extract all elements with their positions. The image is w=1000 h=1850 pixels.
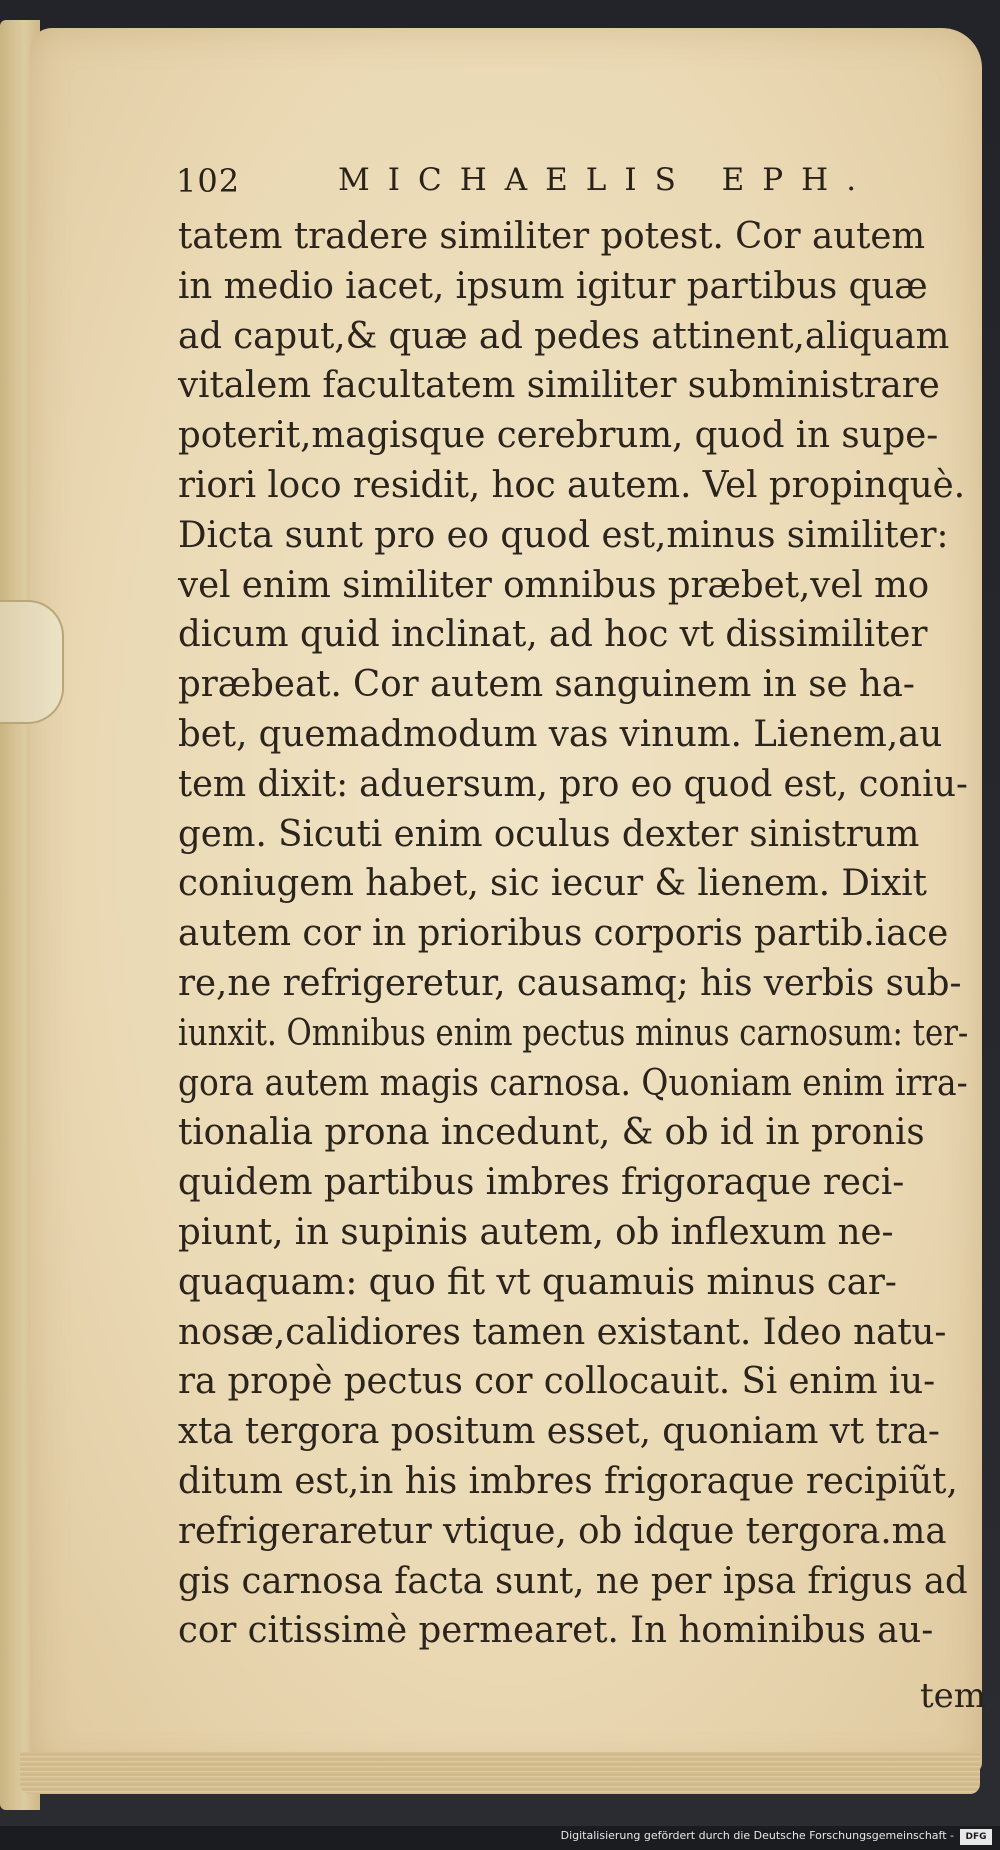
- text-line: tem dixit: aduersum, pro eo quod est, coniu-: [178, 763, 968, 805]
- catchword: tem: [920, 1676, 987, 1716]
- text-line: tionalia prona incedunt, & ob id in pronis: [178, 1112, 925, 1154]
- text-line: cor citissimè permearet. In hominibus au-: [178, 1610, 934, 1652]
- running-head: MICHAELIS EPH.: [338, 162, 875, 198]
- text-line: ra propè pectus cor collocauit. Si enim iu-: [178, 1361, 936, 1403]
- body-text: [178, 212, 978, 1656]
- text-line: ditum est,in his imbres frigoraque recipiũt,: [178, 1460, 958, 1502]
- text-line: piunt, in supinis autem, ob inflexum ne-: [178, 1211, 894, 1253]
- text-line: præbeat. Cor autem sanguinem in se ha-: [178, 664, 915, 706]
- digitization-credit: Digitalisierung gefördert durch die Deutsche Forschungsgemeinschaft -: [560, 1829, 954, 1842]
- text-line: refrigeraretur vtique, ob idque tergora.ma: [178, 1510, 947, 1552]
- text-line: bet, quemadmodum vas vinum. Lienem,au: [178, 713, 943, 755]
- text-line: ad caput,& quæ ad pedes attinent,aliquam: [178, 315, 950, 357]
- text-line: vel enim similiter omnibus præbet,vel mo: [178, 564, 930, 606]
- text-line: gora autem magis carnosa. Quoniam enim irra-: [178, 1062, 968, 1104]
- text-line: re,ne refrigeretur, causamq; his verbis sub-: [178, 962, 962, 1004]
- text-line: poterit,magisque cerebrum, quod in supe-: [178, 415, 939, 457]
- text-line: vitalem facultatem similiter subministrare: [178, 365, 940, 407]
- page-number: 102: [176, 162, 241, 200]
- text-line: xta tergora positum esset, quoniam vt tra-: [178, 1411, 940, 1453]
- text-line: tatem tradere similiter potest. Cor autem: [178, 216, 926, 257]
- text-line: in medio iacet, ipsum igitur partibus quæ: [178, 265, 928, 307]
- text-line: gem. Sicuti enim oculus dexter sinistrum: [178, 813, 920, 855]
- page-tab-marker: [0, 600, 64, 724]
- text-line: Dicta sunt pro eo quod est,minus similiter:: [178, 514, 949, 556]
- text-line: dicum quid inclinat, ad hoc vt dissimiliter: [178, 614, 928, 656]
- text-line: quaquam: quo fit vt quamuis minus car-: [178, 1261, 897, 1303]
- text-line: riori loco residit, hoc autem. Vel propinquè.: [178, 464, 966, 506]
- page-header: [176, 162, 876, 202]
- text-line: iunxit. Omnibus enim pectus minus carnosum: ter-: [178, 1012, 969, 1054]
- text-line: nosæ,calidiores tamen existant. Ideo natu-: [178, 1311, 947, 1353]
- page-stack-edge: [20, 1752, 980, 1794]
- text-line: gis carnosa facta sunt, ne per ipsa frigus ad: [178, 1560, 968, 1602]
- text-line: coniugem habet, sic iecur & lienem. Dixit: [178, 863, 927, 905]
- text-line: quidem partibus imbres frigoraque reci-: [178, 1162, 905, 1204]
- dfg-logo: DFG: [960, 1829, 992, 1845]
- text-line: autem cor in prioribus corporis partib.iace: [178, 913, 949, 955]
